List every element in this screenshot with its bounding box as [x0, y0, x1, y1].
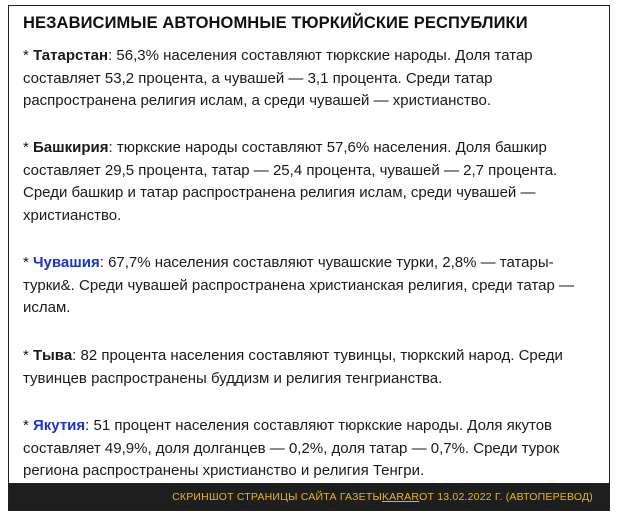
entry-bashkiria: [23, 137, 601, 227]
region-description: : 82 процента населения составляют тувинцы, тюркский народ. Среди тувинцев распространены буддизм и религия тенгрианства.: [23, 347, 563, 387]
caption-prefix: СКРИНШОТ СТРАНИЦЫ САЙТА ГАЗЕТЫ: [172, 490, 382, 503]
region-description: : 56,3% населения составляют тюркские народы. Доля татар составляет 53,2 процента, а чувашей — 3,1 процента. Среди татар распространена религия ислам, а среди чувашей — христианство.: [23, 47, 533, 109]
source-caption-bar: [9, 483, 609, 510]
region-description: : тюркские народы составляют 57,6% населения. Доля башкир составляет 29,5 процента, татар — 25,4 процента, чувашей — 2,7 процента. Среди башкир и татар распространена религия ислам, среди чувашей — христианство.: [23, 139, 558, 224]
region-description: : 67,7% населения составляют чувашские турки, 2,8% — татары-турки&. Среди чувашей распространена христианская религия, среди татар — ислам.: [23, 254, 574, 316]
caption-suffix: ОТ 13.02.2022 Г. (АВТОПЕРЕВОД): [419, 490, 593, 503]
region-name: Татарстан: [33, 47, 109, 64]
bullet-star: *: [23, 417, 34, 434]
bullet-star: *: [23, 254, 34, 271]
entry-chuvashia: [23, 252, 601, 320]
region-name: Башкирия: [33, 139, 109, 156]
bullet-star: *: [23, 139, 34, 156]
article-title: НЕЗАВИСИМЫЕ АВТОНОМНЫЕ ТЮРКИЙСКИЕ РЕСПУБЛИКИ: [23, 14, 528, 32]
bullet-star: *: [23, 347, 34, 364]
region-name: Тыва: [33, 347, 73, 364]
source-link[interactable]: KARAR: [381, 490, 420, 503]
region-link-yakutia[interactable]: Якутия: [33, 417, 86, 434]
entry-yakutia: [23, 415, 601, 483]
entry-tatarstan: [23, 45, 601, 113]
article-frame: [8, 5, 610, 511]
region-description: : 51 процент населения составляют тюркские народы. Доля якутов составляет 49,9%, доля долганцев — 0,2%, доля татар — 0,7%. Среди турок региона распространены христианство и религия Тенгри.: [23, 417, 560, 479]
entry-tyva: [23, 345, 601, 390]
region-link-chuvashia[interactable]: Чувашия: [33, 254, 100, 271]
bullet-star: *: [23, 47, 34, 64]
